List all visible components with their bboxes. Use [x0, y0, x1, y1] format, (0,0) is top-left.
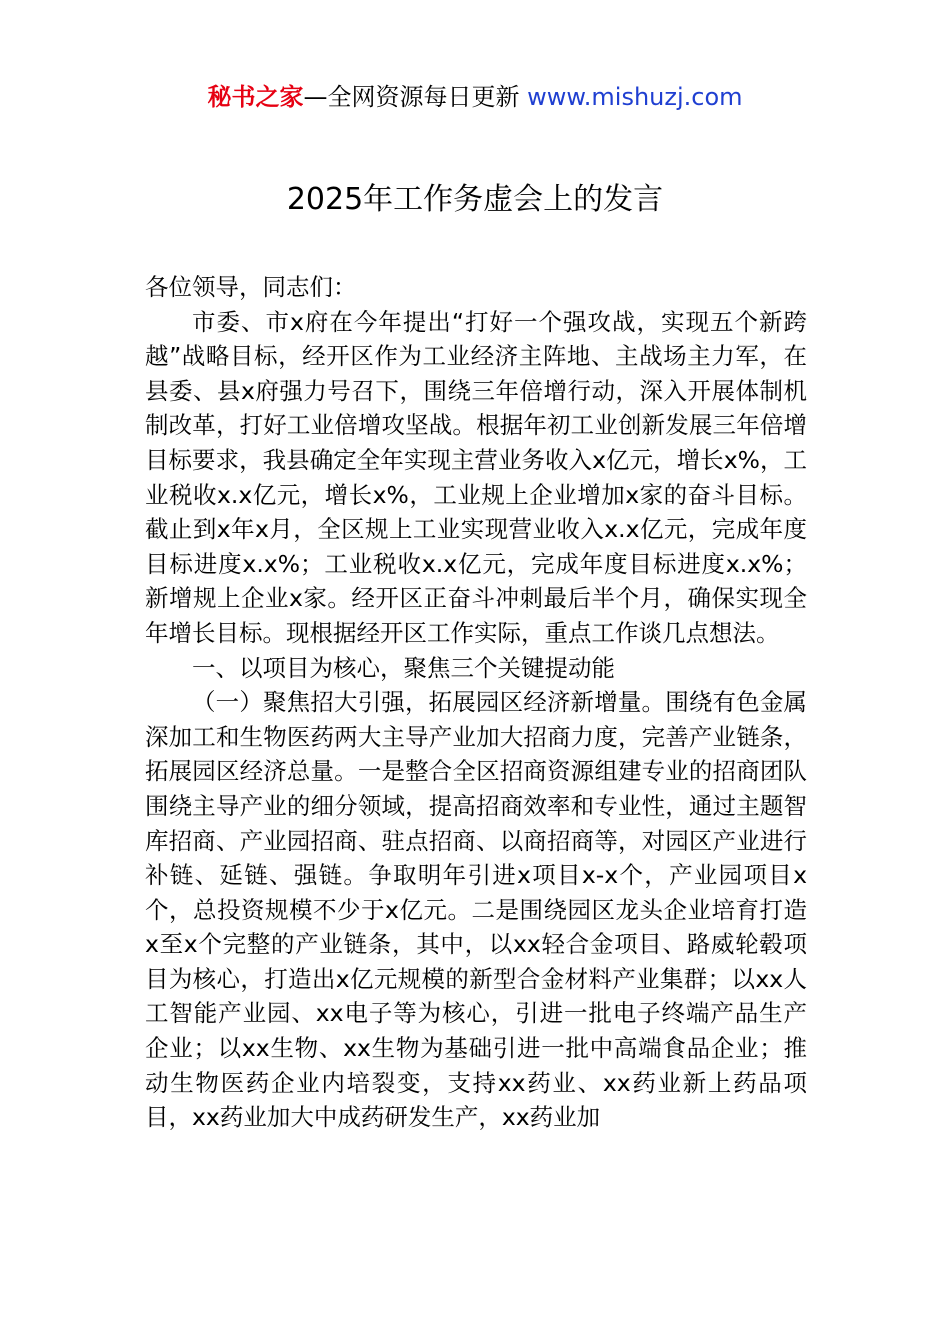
- document-title: 2025年工作务虚会上的发言: [286, 182, 664, 217]
- site-header: [0, 80, 950, 114]
- paragraph-intro: 市委、市x府在今年提出“打好一个强攻战，实现五个新跨越”战略目标，经开区作为工业经济主阵地、主战场主力军，在县委、县x府强力号召下，围绕三年倍增行动，深入开展体制机制改革，打好工业倍增攻坚战。根据年初工业创新发展三年倍增目标要求，我县确定全年实现主营业务收入x亿元，增长x%，工业税收x.x亿元，增长x%，工业规上企业增加x家的奋斗目标。截止到x年x月，全区规上工业实现营业收入x.x亿元，完成年度目标进度x.x%；工业税收x.x亿元，完成年度目标进度x.x%；新增规上企业x家。经开区正奋斗冲刺最后半个月，确保实现全年增长目标。现根据经开区工作实际，重点工作谈几点想法。: [145, 307, 807, 647]
- site-url-link[interactable]: www.mishuzj.com: [527, 83, 743, 111]
- site-brand: 秘书之家: [207, 83, 304, 111]
- section-heading: 一、以项目为核心，聚焦三个关键提动能: [192, 653, 615, 682]
- paragraph-section-1-1: （一）聚焦招大引强，拓展园区经济新增量。围绕有色金属深加工和生物医药两大主导产业加大招商力度，完善产业链条，拓展园区经济总量。一是整合全区招商资源组建专业的招商团队围绕主导产业的细分领域，提高招商效率和专业性，通过主题智库招商、产业园招商、驻点招商、以商招商等，对园区产业进行补链、延链、强链。争取明年引进x项目x-x个，产业园项目x个，总投资规模不少于x亿元。二是围绕园区龙头企业培育打造x至x个完整的产业链条，其中，以xx轻合金项目、路威轮毂项目为核心，打造出x亿元规模的新型合金材料产业集群；以xx人工智能产业园、xx电子等为核心，引进一批电子终端产品生产企业；以xx生物、xx生物为基础引进一批中高端食品企业；推动生物医药企业内培裂变，支持xx药业、xx药业新上药品项目，xx药业加大中成药研发生产，xx药业加: [145, 688, 807, 1132]
- site-tagline: —全网资源每日更新: [303, 83, 528, 111]
- document-body: [145, 270, 807, 1135]
- salutation: 各位领导，同志们：: [145, 273, 357, 301]
